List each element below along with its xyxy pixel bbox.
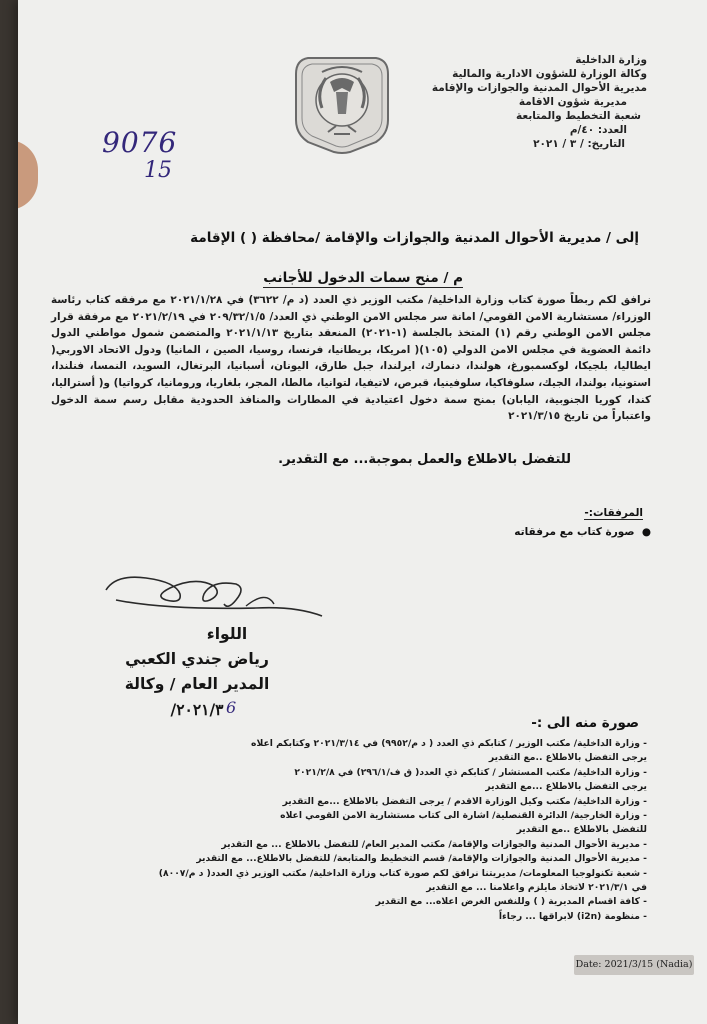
cc-line: - وزارة الداخلية/ مكتب الوزير / كتابكم ذي العدد ( د م/٩٩٥٢) في ٢٠٢١/٣/١٤ وكتابكم اعلاه: [251, 738, 647, 749]
header-line: شعبة التخطيط والمتابعة: [516, 110, 641, 122]
cc-line: - كافة اقسام المديرية ( ) وللنفس الغرض اعلاه... مع التقدير: [375, 896, 647, 908]
signatory-block: [97, 622, 297, 722]
signatory-date: ٢٠٢١/٣/: [170, 700, 224, 719]
letterhead: [347, 53, 647, 151]
handwritten-day: 15: [144, 158, 172, 183]
signatory-rank: اللواء: [206, 625, 248, 643]
cc-line: للتفضل بالاطلاع ..مع التقدير: [516, 824, 647, 836]
signatory-name: رياض جندي الكعبي: [125, 650, 269, 668]
closing-line: للتفضل بالاطلاع والعمل بموجبة... مع التقدير.: [278, 452, 571, 467]
header-number: العدد: ٤٠/م: [569, 124, 627, 136]
header-date: التاريخ: / ٣ / ٢٠٢١: [533, 138, 625, 150]
date-stamp: Date: 2021/3/15 (Nadia): [574, 955, 694, 975]
document-page: [18, 0, 707, 1024]
ministry-seal-emblem: [292, 52, 392, 154]
cc-list: [47, 737, 647, 924]
cc-line: - وزارة الداخلية/ مكتب وكيل الوزارة الاقدم / يرجى التفضل بالاطلاع ...مع التقدير: [282, 795, 647, 807]
attachments-title: المرفقات:-: [584, 507, 643, 519]
attachment-item: [514, 526, 651, 538]
header-line: مديرية الأحوال المدنية والجوازات والإقامة: [431, 82, 647, 94]
cc-line: - وزارة الداخلية/ مكتب المستشار / كتابكم ذي العدد( ق ف/٢٩٦/١) في ٢٠٢١/٢/٨: [294, 766, 647, 778]
cc-line: - شعبة تكنولوجيا المعلومات/ مديريتنا نرافق لكم صورة كتاب وزارة الداخلية/ مكتب الوزير ذي العدد( د م/٨٠٠٧): [158, 867, 647, 879]
cc-line: - منظومة (i2n) لابراقها ... رجاءاً: [498, 910, 647, 922]
cc-title: صورة منه الى :-: [531, 715, 639, 731]
cc-line: يرجى التفضل بالاطلاع ...مع التقدير: [485, 781, 647, 793]
finger-edge: [18, 140, 38, 210]
header-line: وزارة الداخلية: [575, 54, 647, 66]
handwritten-signature: [96, 570, 336, 630]
signatory-title: المدير العام / وكالة: [124, 675, 270, 693]
attachment-label: صورة كتاب مع مرفقاته: [514, 526, 635, 538]
subject-line: م / منح سمات الدخول للأجانب: [263, 270, 463, 286]
cc-line: في ٢٠٢١/٣/١ لاتخاذ مايلزم واعلامنا ... مع التقدير: [426, 882, 647, 894]
cc-line: - وزارة الخارجية/ الدائرة القنصلية/ اشارة الى كتاب مستشارية الامن القومي اعلاه: [280, 810, 647, 822]
cc-line: يرجى التفضل بالاطلاع ..مع التقدير: [488, 752, 647, 764]
addressee: إلى / مديرية الأحوال المدنية والجوازات والإقامة /محافظة ( ) الإقامة: [190, 230, 639, 246]
bullet: ●: [634, 526, 651, 538]
cc-line: - مديرية الأحوال المدنية والجوازات والإقامة/ قسم التخطيط والمتابعة/ للتفضل بالاطلاع... مع التقدير: [196, 853, 647, 865]
header-line: وكالة الوزارة للشؤون الادارية والمالية: [452, 68, 647, 80]
handwritten-signature-day: 6: [226, 698, 237, 717]
header-line: مديرية شؤون الاقامة: [518, 96, 627, 108]
letter-body: نرافق لكم ربطاً صورة كتاب وزارة الداخلية/ مكتب الوزير ذي العدد (د م/ ٣٦٢٢) في ٢٠٢١/١/٢٨ مع مرفقه كتاب رئاسة الوزراء/ مستشارية الامن القومي/ امانة سر مجلس الامن الوطني ذي العدد/ ٢٠٩/٣٢/١/٥ في ٢٠٢١/٢/١٩ مع مرفقة قرار مجلس الامن الوطني رقم (١) المتخذ بالجلسة (١-٢٠٢١) المنعقد بتاريخ ٢٠٢١/١/١٣ والمتضمن شمول مواطني الدول دائمة العضوية في مجلس الامن الدولي (١٠٥)( امريكا، بريطانيا، فرنسا، روسيا، الصين ، المانيا) ودول الاتحاد الاوربي( ايطاليا، بلجيكا، لوكسمبورغ، هولندا، دنمارك، ايرلندا، جبل طارق، اليونان، أسبانيا، البرتغال، السويد، النمسا، فنلندا، استونيا، بولندا، الجيك، سلوفاكيا، سلوفينيا، قبرص، لاتيفيا، لتوانيا، مالطا، المجر، بلغاريا، ورومانيا، كرواتيا) و( أستراليا، كندا، كوريا الجنوبية، اليابان) بمنح سمة دخول اعتيادية في المطارات والمنافذ الحدودية مقابل رسم سمة الدخول واعتباراً من تاريخ ٢٠٢١/٣/١٥: [51, 294, 652, 423]
cc-line: - مديرية الأحوال المدنية والجوازات والإقامة/ مكتب المدير العام/ للتفضل بالاطلاع ... مع التقدير: [221, 838, 647, 850]
handwritten-reference-number: 9076: [102, 126, 178, 159]
